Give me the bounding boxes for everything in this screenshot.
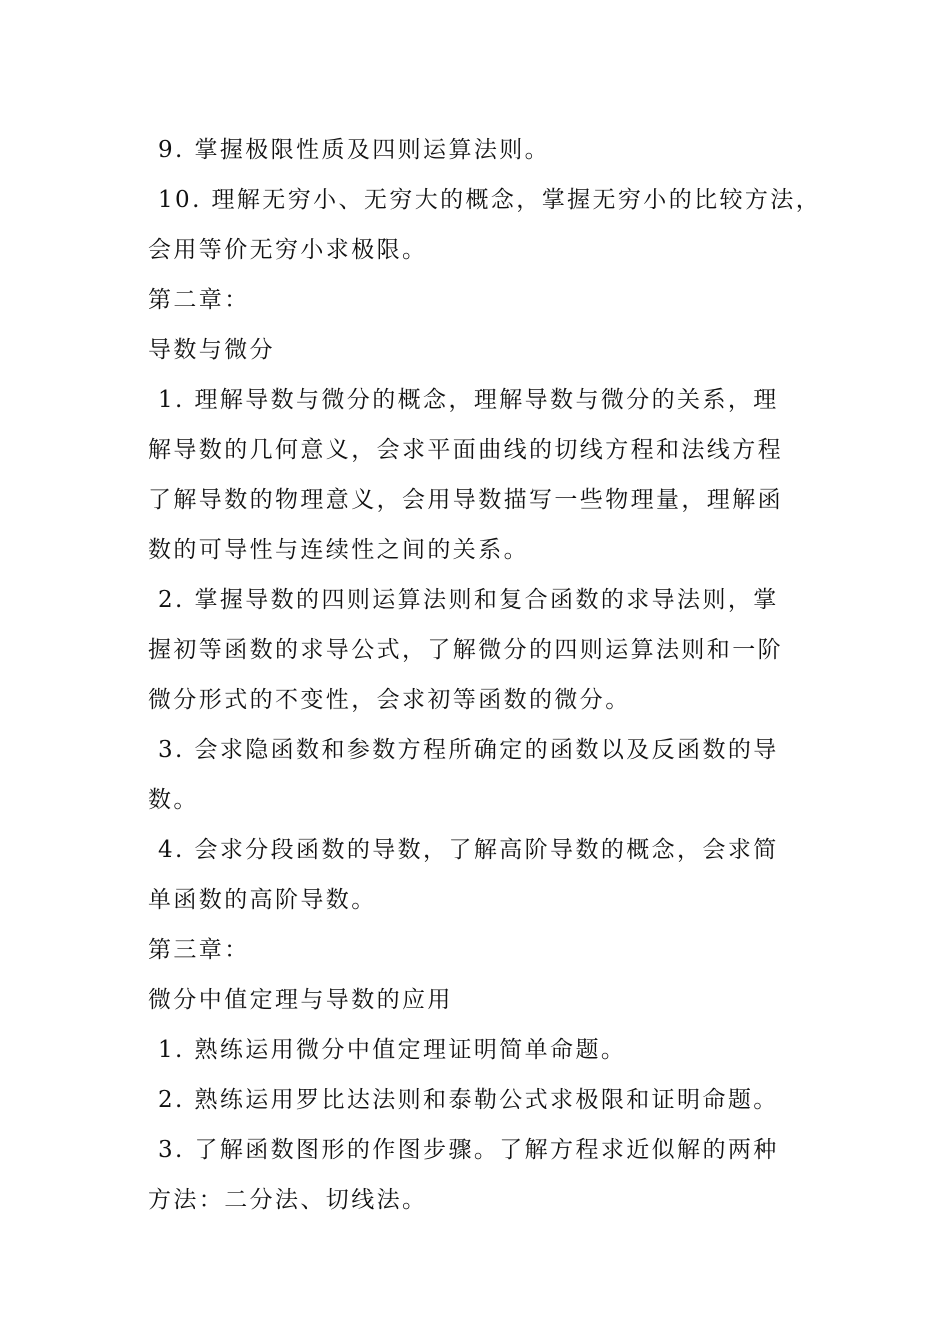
ch2-item-1: 1. 理解导数与微分的概念，理解导数与微分的关系，理 xyxy=(158,387,779,413)
ch3-item-2: 2. 熟练运用罗比达法则和泰勒公式求极限和证明命题。 xyxy=(158,1087,779,1113)
item-10-infinitesimal: 10. 理解无穷小、无穷大的概念，掌握无穷小的比较方法， xyxy=(158,187,822,213)
ch2-item-1-line-3: 了解导数的物理意义，会用导数描写一些物理量，理解函 xyxy=(148,487,783,513)
ch2-item-1-line-2: 解导数的几何意义，会求平面曲线的切线方程和法线方程 xyxy=(148,437,783,463)
ch2-item-4: 4. 会求分段函数的导数，了解高阶导数的概念，会求简 xyxy=(158,837,779,863)
chapter-2-heading: 第二章： xyxy=(148,287,250,313)
ch2-item-2: 2. 掌握导数的四则运算法则和复合函数的求导法则，掌 xyxy=(158,587,779,613)
chapter-2-title: 导数与微分 xyxy=(148,337,275,363)
chapter-3-title: 微分中值定理与导数的应用 xyxy=(148,987,453,1013)
ch2-item-2-line-2: 握初等函数的求导公式，了解微分的四则运算法则和一阶 xyxy=(148,637,783,663)
item-9-limit-properties: 9. 掌握极限性质及四则运算法则。 xyxy=(158,137,551,163)
ch2-item-1-line-4: 数的可导性与连续性之间的关系。 xyxy=(148,537,529,563)
ch3-item-1: 1. 熟练运用微分中值定理证明简单命题。 xyxy=(158,1037,627,1063)
ch2-item-2-line-3: 微分形式的不变性，会求初等函数的微分。 xyxy=(148,687,631,713)
item-10-continuation: 会用等价无穷小求极限。 xyxy=(148,237,428,263)
ch3-item-3-line-2: 方法：二分法、切线法。 xyxy=(148,1187,428,1213)
chapter-3-heading: 第三章： xyxy=(148,937,250,963)
ch2-item-3: 3. 会求隐函数和参数方程所确定的函数以及反函数的导 xyxy=(158,737,779,763)
ch2-item-3-line-2: 数。 xyxy=(148,787,199,813)
ch2-item-4-line-2: 单函数的高阶导数。 xyxy=(148,887,377,913)
ch3-item-3: 3. 了解函数图形的作图步骤。了解方程求近似解的两种 xyxy=(158,1137,779,1163)
